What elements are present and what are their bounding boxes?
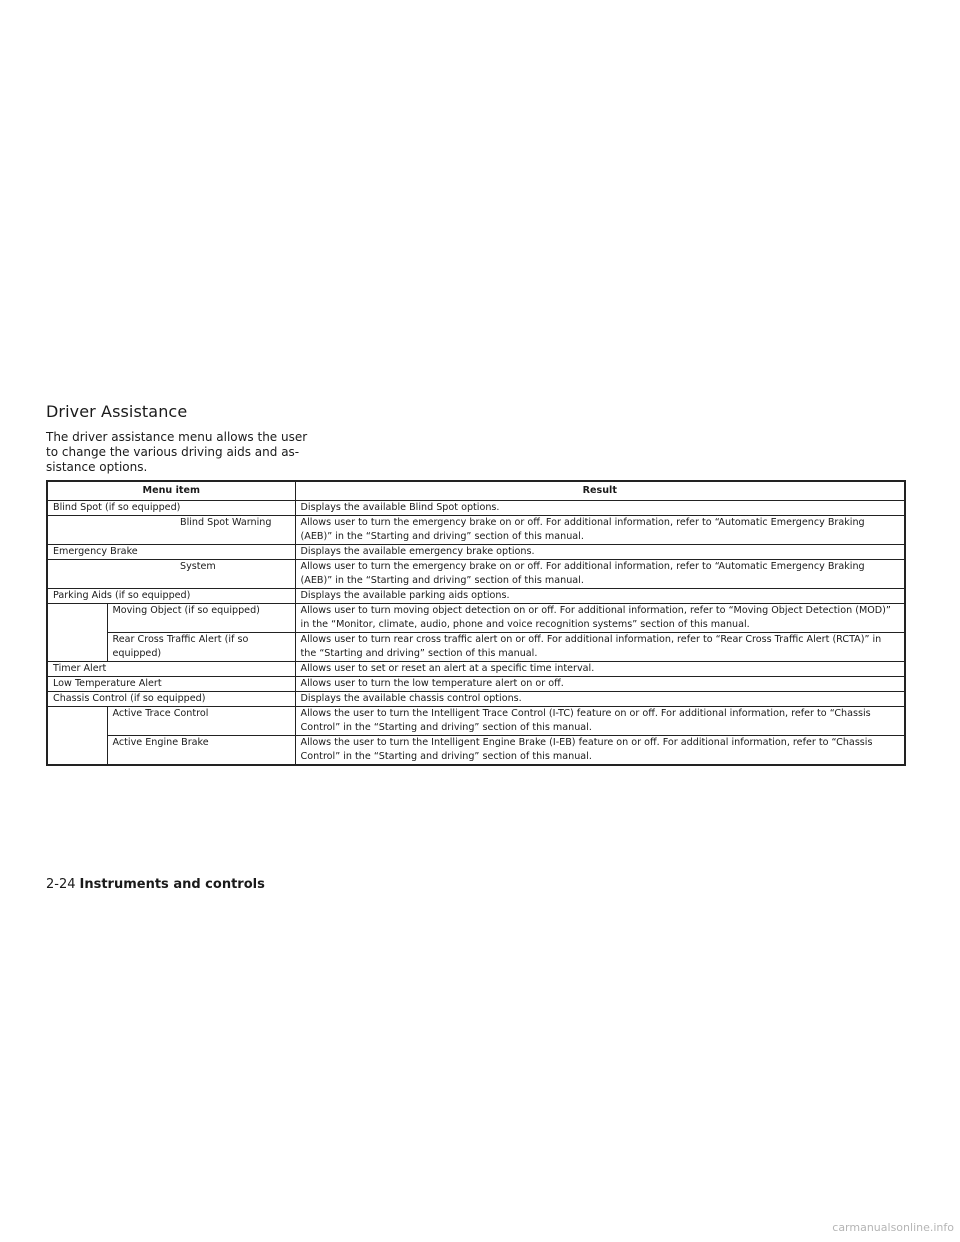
indent-spacer: [47, 516, 175, 545]
table-row: [47, 545, 905, 560]
table-row: [47, 560, 905, 589]
menu-item-cell: Emergency Brake: [47, 545, 295, 560]
menu-item-cell: Parking Aids (if so equipped): [47, 589, 295, 604]
table-row: [47, 662, 905, 677]
menu-item-cell: Chassis Control (if so equipped): [47, 692, 295, 707]
table-row: [47, 516, 905, 545]
result-cell: Allows user to turn moving object detection on or off. For additional information, refer to “Moving Object Detection (MOD)” in the “Monitor, climate, audio, phone and voice recognition systems” section of this manual.: [295, 604, 905, 633]
result-cell: Displays the available chassis control options.: [295, 692, 905, 707]
menu-item-cell: System: [175, 560, 295, 589]
intro-paragraph: [46, 430, 336, 475]
menu-item-cell: Blind Spot (if so equipped): [47, 501, 295, 516]
table-row: [47, 707, 905, 736]
section-title: Driver Assistance: [46, 402, 188, 421]
result-cell: Allows user to turn the emergency brake on or off. For additional information, refer to “Automatic Emergency Braking (AEB)” in the “Starting and driving” section of this manual.: [295, 516, 905, 545]
intro-line: The driver assistance menu allows the user: [46, 430, 308, 444]
table-header-row: [47, 481, 905, 501]
page-number: 2-24: [46, 877, 76, 892]
result-cell: Displays the available emergency brake options.: [295, 545, 905, 560]
table-row: [47, 501, 905, 516]
result-cell: Allows user to turn the low temperature alert on or off.: [295, 677, 905, 692]
table-row: [47, 589, 905, 604]
table-row: [47, 677, 905, 692]
driver-assistance-table: [46, 480, 906, 766]
result-cell: Allows the user to turn the Intelligent Engine Brake (I-EB) feature on or off. For additional information, refer to “Chassis Control” in the “Starting and driving” section of this manual.: [295, 736, 905, 766]
table-row: [47, 633, 905, 662]
menu-item-cell: Blind Spot Warning: [175, 516, 295, 545]
menu-item-cell: Low Temperature Alert: [47, 677, 295, 692]
watermark: carmanualsonline.info: [832, 1221, 954, 1234]
header-menu-item: Menu item: [47, 481, 295, 501]
result-cell: Allows the user to turn the Intelligent Trace Control (I-TC) feature on or off. For additional information, refer to “Chassis Control” in the “Starting and driving” section of this manual.: [295, 707, 905, 736]
table-row: [47, 604, 905, 633]
result-cell: Allows user to turn the emergency brake on or off. For additional information, refer to “Automatic Emergency Braking (AEB)” in the “Starting and driving” section of this manual.: [295, 560, 905, 589]
header-result: Result: [295, 481, 905, 501]
indent-spacer: [47, 707, 107, 766]
result-cell: Allows user to set or reset an alert at a specific time interval.: [295, 662, 905, 677]
page-footer: [46, 877, 265, 892]
table-row: [47, 736, 905, 766]
intro-line: to change the various driving aids and as-: [46, 445, 300, 459]
result-cell: Displays the available Blind Spot options.: [295, 501, 905, 516]
chapter-title: Instruments and controls: [79, 877, 265, 892]
indent-spacer: [47, 560, 175, 589]
intro-line: sistance options.: [46, 460, 148, 474]
menu-item-cell: Rear Cross Traffic Alert (if so equipped): [107, 633, 295, 662]
indent-spacer: [47, 604, 107, 662]
result-cell: Allows user to turn rear cross traffic alert on or off. For additional information, refer to “Rear Cross Traffic Alert (RCTA)” in the “Starting and driving” section of this manual.: [295, 633, 905, 662]
menu-item-cell: Moving Object (if so equipped): [107, 604, 295, 633]
table-row: [47, 692, 905, 707]
result-cell: Displays the available parking aids options.: [295, 589, 905, 604]
menu-item-cell: Active Trace Control: [107, 707, 295, 736]
menu-item-cell: Timer Alert: [47, 662, 295, 677]
menu-item-cell: Active Engine Brake: [107, 736, 295, 766]
